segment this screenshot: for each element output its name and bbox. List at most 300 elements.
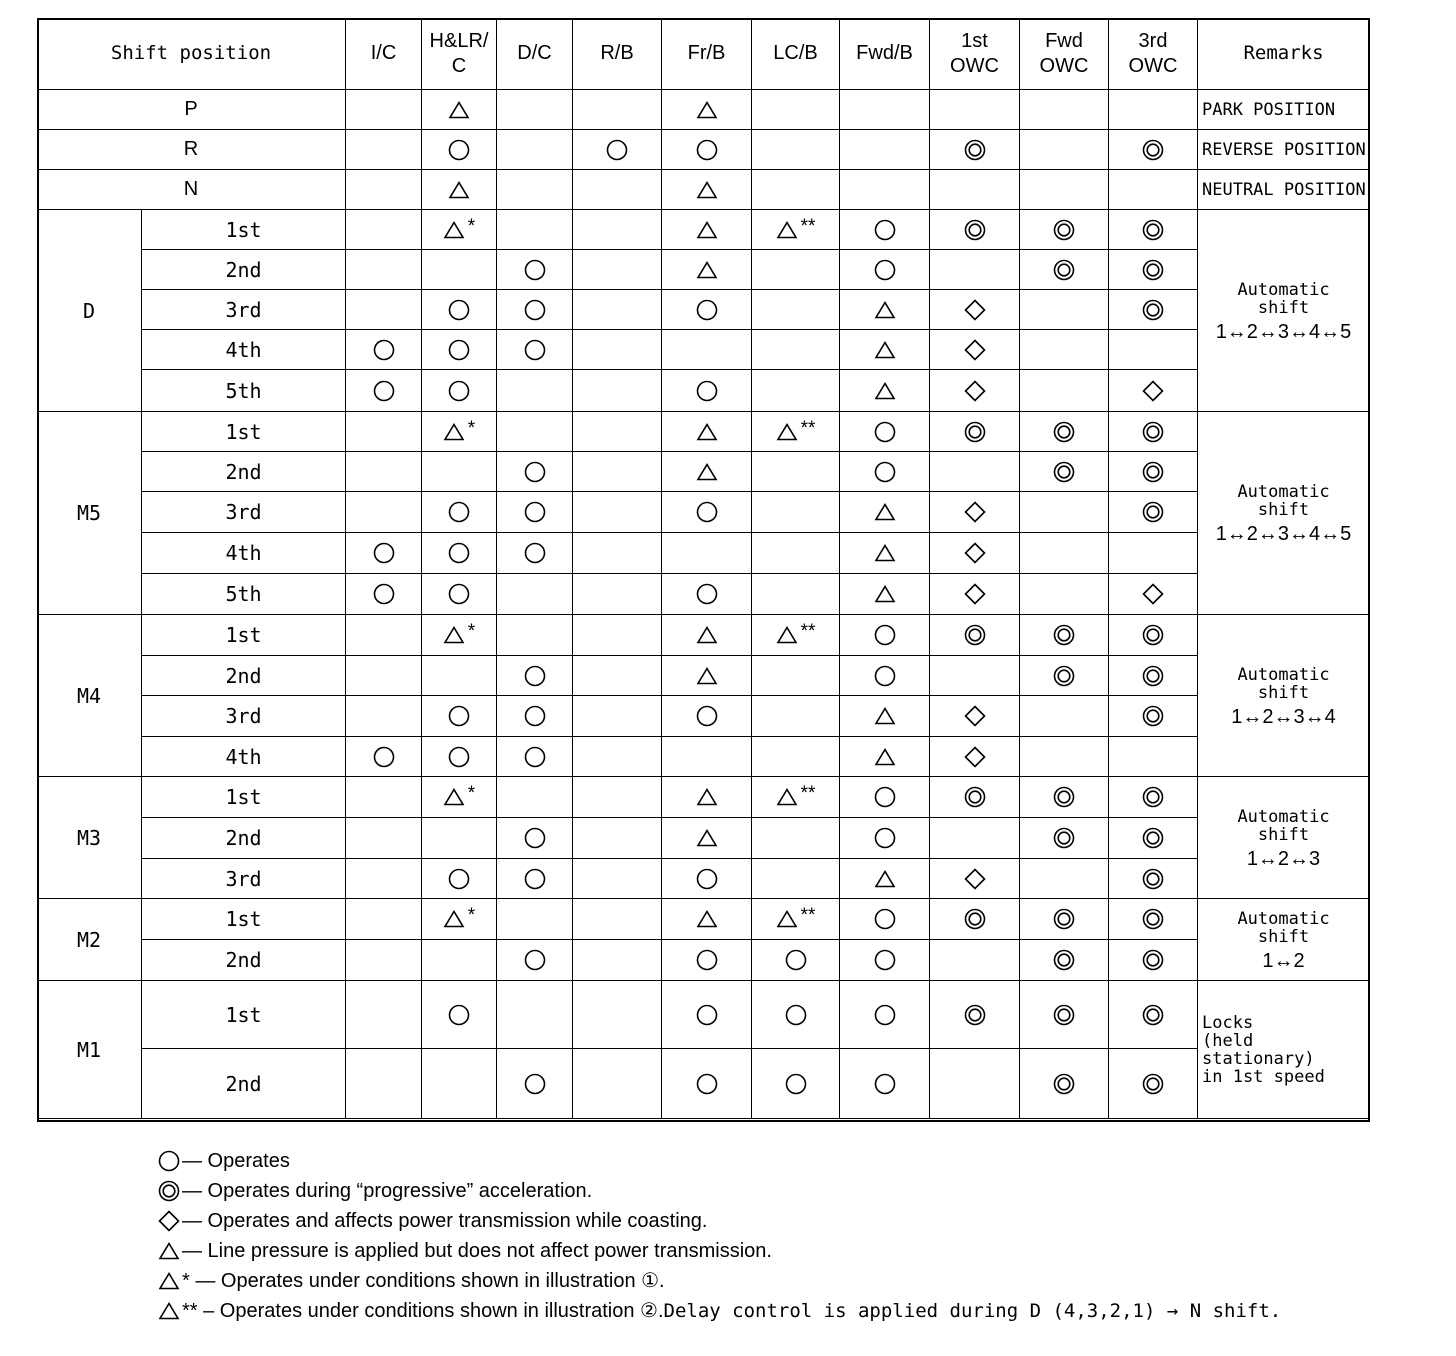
diamond-icon [964,583,986,605]
symbol-cell [573,492,662,533]
symbol-cell [422,90,497,130]
symbol-cell [497,370,573,412]
operates-circle-icon [874,259,896,281]
legend-item [158,1266,1281,1296]
operates-circle-icon [874,1004,896,1026]
symbol-cell [752,370,840,412]
remark-line: (held stationary) [1202,1030,1315,1069]
symbol [696,139,718,161]
symbol-cell [346,737,422,777]
symbol-cell [573,981,662,1049]
gear-2nd: 2nd [142,818,346,859]
symbol-cell [573,777,662,818]
remark-cell [1198,981,1370,1119]
symbol [696,583,718,605]
symbol [874,949,896,971]
symbol [696,461,718,483]
gear-1st: 1st [142,981,346,1049]
operates-circle-icon [696,299,718,321]
operates-circle-icon [373,339,395,361]
triangle-icon [874,705,896,727]
symbol-cell [1020,981,1109,1049]
symbol-cell [930,859,1020,899]
asterisk-note: ** [800,783,816,804]
symbol [1142,421,1164,443]
symbol [1142,786,1164,808]
symbol-cell [346,290,422,330]
symbol-cell [422,1049,497,1119]
symbol [524,705,546,727]
symbol-cell [422,250,497,290]
symbol-cell [752,492,840,533]
symbol [448,99,470,121]
symbol-cell [497,777,573,818]
symbol-cell [346,656,422,696]
remark-line: Automatic [1237,664,1330,685]
header-fr-b: Fr/B [662,18,752,90]
symbol-cell [497,696,573,737]
double-circle-icon [1053,219,1075,241]
double-circle-icon [964,1004,986,1026]
symbol-cell [422,370,497,412]
triangle-icon [776,624,798,646]
triangle-icon [448,179,470,201]
symbol [696,259,718,281]
symbol-cell [662,899,752,940]
gear-2nd: 2nd [142,656,346,696]
operates-circle-icon [696,1004,718,1026]
symbol-cell [752,696,840,737]
symbol-cell [497,250,573,290]
symbol [524,501,546,523]
symbol [696,179,718,201]
symbol-cell [840,290,930,330]
symbol-cell [1020,210,1109,250]
symbol-cell [1109,330,1198,370]
triangle-icon [874,746,896,768]
triangle-icon [776,219,798,241]
symbol-cell [1109,452,1198,492]
triangle-icon [443,421,465,443]
symbol-cell [840,452,930,492]
triangle-icon [776,786,798,808]
symbol [1142,219,1164,241]
symbol-cell [752,981,840,1049]
symbol [1142,501,1164,523]
header-h-lr-c: H&LR/ C [422,18,497,90]
symbol [874,786,896,808]
symbol-cell [1020,290,1109,330]
symbol-cell [497,818,573,859]
symbol-cell [1020,737,1109,777]
remark-line: shift [1257,500,1310,520]
symbol-cell [930,412,1020,452]
symbol-cell [573,452,662,492]
symbol-cell [840,899,930,940]
double-circle-icon [158,1180,180,1202]
operates-circle-icon [524,339,546,361]
operates-circle-icon [696,1073,718,1095]
symbol [448,179,470,201]
symbol-cell [1109,615,1198,656]
operates-circle-icon [696,583,718,605]
triangle-icon [696,461,718,483]
symbol-cell [422,492,497,533]
double-circle-icon [1053,827,1075,849]
triangle-icon [696,908,718,930]
symbol-cell [1109,290,1198,330]
symbol-cell [662,330,752,370]
symbol-cell [1020,452,1109,492]
symbol [1053,259,1075,281]
symbol-cell [662,737,752,777]
asterisk-note: ** [800,905,816,926]
symbol-cell [930,250,1020,290]
triangle-icon [696,219,718,241]
operates-circle-icon [874,421,896,443]
symbol [524,259,546,281]
header-fwd-b: Fwd/B [840,18,930,90]
legend-item [158,1146,1281,1176]
symbol [874,380,896,402]
symbol-cell [422,615,497,656]
symbol-cell [930,330,1020,370]
symbol-cell [930,492,1020,533]
symbol [1142,299,1164,321]
operates-circle-icon [524,665,546,687]
symbol [448,705,470,727]
symbol-cell [1020,574,1109,615]
symbol-cell [1109,737,1198,777]
symbol-cell [1020,170,1109,210]
double-circle-icon [964,421,986,443]
symbol [964,583,986,605]
symbol [1142,1073,1164,1095]
position-D: D [37,210,142,412]
symbol-cell [752,656,840,696]
remark-line: 1↔2↔3 [1246,847,1321,870]
symbol [696,868,718,890]
symbol-cell [662,656,752,696]
symbol-cell [346,330,422,370]
symbol-cell [840,330,930,370]
symbol-cell [573,533,662,574]
symbol-cell [840,615,930,656]
symbol-cell [422,656,497,696]
symbol [785,1073,807,1095]
operates-circle-icon [448,299,470,321]
symbol-cell [662,777,752,818]
triangle-icon [696,827,718,849]
symbol-cell [1109,170,1198,210]
remark-cell [1198,615,1370,777]
symbol-cell [1109,533,1198,574]
asterisk-note: * [467,417,476,439]
diamond-icon [964,339,986,361]
symbol-cell [930,170,1020,210]
triangle-icon [696,421,718,443]
position-M1: M1 [37,981,142,1119]
symbol [1142,461,1164,483]
symbol-cell [840,940,930,981]
triangle-icon [696,259,718,281]
symbol [1053,949,1075,971]
symbol-cell [752,210,840,250]
triangle-icon [443,624,465,646]
symbol-cell [752,330,840,370]
symbol-cell [930,737,1020,777]
symbol-cell [346,370,422,412]
symbol-cell [1109,412,1198,452]
symbol-cell [497,290,573,330]
symbol-cell [930,696,1020,737]
legend [158,1146,1281,1326]
symbol-cell [930,130,1020,170]
gear-5th: 5th [142,370,346,412]
symbol [874,1004,896,1026]
symbol-cell [840,656,930,696]
operates-circle-icon [448,705,470,727]
symbol-cell [840,170,930,210]
symbol-cell [930,574,1020,615]
symbol [443,783,476,808]
symbol-cell [497,90,573,130]
symbol-cell [752,90,840,130]
symbol [964,299,986,321]
symbol [524,542,546,564]
asterisk-note: * [467,783,476,804]
symbol-cell [346,130,422,170]
gear-3rd: 3rd [142,290,346,330]
symbol-cell [422,899,497,940]
symbol-cell [1020,899,1109,940]
symbol-cell [752,130,840,170]
gear-2nd: 2nd [142,250,346,290]
symbol-cell [840,130,930,170]
symbol-cell [840,1049,930,1119]
double-circle-icon [1142,624,1164,646]
remark-cell: REVERSE POSITION [1198,130,1370,170]
operates-circle-icon [448,583,470,605]
asterisk-note: ** [800,417,816,439]
symbol-cell [662,412,752,452]
symbol [1053,908,1075,930]
symbol-cell [422,574,497,615]
legend-text: Delay control is applied during D (4,3,2,1) → N shift. [663,1300,1282,1322]
operates-circle-icon [448,1004,470,1026]
gear-4th: 4th [142,533,346,574]
symbol [524,339,546,361]
header-shift-position: Shift position [37,18,346,90]
triangle-icon [158,1270,180,1292]
symbol [696,1004,718,1026]
symbol [1053,1004,1075,1026]
symbol-cell [1020,90,1109,130]
symbol-cell [422,818,497,859]
triangle-icon [448,99,470,121]
symbol-cell [1020,533,1109,574]
symbol [964,501,986,523]
symbol-cell [1020,940,1109,981]
symbol-cell [752,615,840,656]
symbol [373,746,395,768]
gear-1st: 1st [142,899,346,940]
symbol [964,868,986,890]
symbol-cell [497,981,573,1049]
symbol-cell [497,1049,573,1119]
symbol-cell [662,940,752,981]
symbol [1142,624,1164,646]
symbol [373,339,395,361]
double-circle-icon [1142,259,1164,281]
symbol-cell [1020,1049,1109,1119]
legend-text: — Operates during “progressive” acceleration. [182,1180,593,1202]
symbol [448,299,470,321]
symbol-cell [346,250,422,290]
symbol-cell [662,1049,752,1119]
symbol-cell [840,492,930,533]
symbol-cell [1109,130,1198,170]
symbol [448,501,470,523]
double-circle-icon [1053,908,1075,930]
symbol [1142,868,1164,890]
operates-circle-icon [524,746,546,768]
symbol [448,139,470,161]
legend-text: — Line pressure is applied but does not affect power transmission. [182,1240,772,1262]
position-M3: M3 [37,777,142,899]
gear-1st: 1st [142,777,346,818]
symbol [874,299,896,321]
symbol [696,380,718,402]
symbol-cell [840,412,930,452]
symbol [448,542,470,564]
symbol-cell [662,130,752,170]
remark-line: 1↔2↔3↔4 [1231,705,1336,728]
header-fwd-owc: Fwd OWC [1020,18,1109,90]
symbol [874,259,896,281]
symbol-cell [573,940,662,981]
symbol-cell [930,290,1020,330]
symbol [964,542,986,564]
symbol [964,705,986,727]
symbol-cell [752,940,840,981]
symbol-cell [930,899,1020,940]
symbol-cell [497,859,573,899]
symbol-cell [346,615,422,656]
symbol-cell [1020,615,1109,656]
remark-cell [1198,412,1370,615]
asterisk-note: * [467,621,476,642]
symbol [448,1004,470,1026]
symbol [964,219,986,241]
symbol-cell [1109,656,1198,696]
symbol-cell [422,170,497,210]
symbol [874,219,896,241]
triangle-icon [874,380,896,402]
symbol [443,215,476,241]
triangle-icon [776,908,798,930]
operates-circle-icon [448,380,470,402]
symbol-cell [752,777,840,818]
symbol-cell [573,370,662,412]
symbol-cell [346,859,422,899]
symbol-cell [573,330,662,370]
operates-circle-icon [448,501,470,523]
symbol-cell [573,656,662,696]
position-M5: M5 [37,412,142,615]
operates-circle-icon [448,746,470,768]
symbol-cell [422,777,497,818]
triangle-icon [874,339,896,361]
symbol [1142,908,1164,930]
symbol-cell [497,412,573,452]
operates-circle-icon [785,1004,807,1026]
symbol-cell [497,130,573,170]
triangle-icon [443,786,465,808]
triangle-icon [874,583,896,605]
symbol-cell [422,130,497,170]
remark-line: shift [1257,297,1310,318]
diamond-icon [964,746,986,768]
symbol [874,624,896,646]
symbol-cell [1109,492,1198,533]
symbol-cell [346,533,422,574]
remark-line: shift [1257,824,1310,845]
double-circle-icon [1142,501,1164,523]
operates-circle-icon [874,908,896,930]
symbol-cell [1109,859,1198,899]
symbol-cell [840,777,930,818]
double-circle-icon [1142,705,1164,727]
diamond-icon [964,501,986,523]
legend-text: * — Operates under conditions shown in illustration ①. [182,1270,665,1292]
symbol [776,215,816,241]
triangle-icon [696,179,718,201]
symbol [964,1004,986,1026]
asterisk-note: * [467,215,476,237]
double-circle-icon [964,219,986,241]
symbol [874,461,896,483]
symbol-cell [662,452,752,492]
asterisk-note: * [467,905,476,926]
symbol-cell [346,1049,422,1119]
symbol-cell [1109,818,1198,859]
symbol-cell [840,737,930,777]
symbol [696,949,718,971]
symbol [696,624,718,646]
symbol-cell [1109,940,1198,981]
symbol-cell [930,818,1020,859]
symbol-cell [1020,412,1109,452]
header-i-c: I/C [346,18,422,90]
operates-circle-icon [524,949,546,971]
double-circle-icon [1142,665,1164,687]
symbol-cell [752,170,840,210]
operates-circle-icon [524,705,546,727]
triangle-icon [696,624,718,646]
symbol-cell [573,574,662,615]
symbol [696,1073,718,1095]
symbol [448,339,470,361]
symbol-cell [1020,492,1109,533]
symbol-cell [662,533,752,574]
symbol-cell [573,90,662,130]
gear-2nd: 2nd [142,452,346,492]
operates-circle-icon [874,461,896,483]
double-circle-icon [1142,868,1164,890]
symbol [776,905,816,930]
operates-circle-icon [373,542,395,564]
